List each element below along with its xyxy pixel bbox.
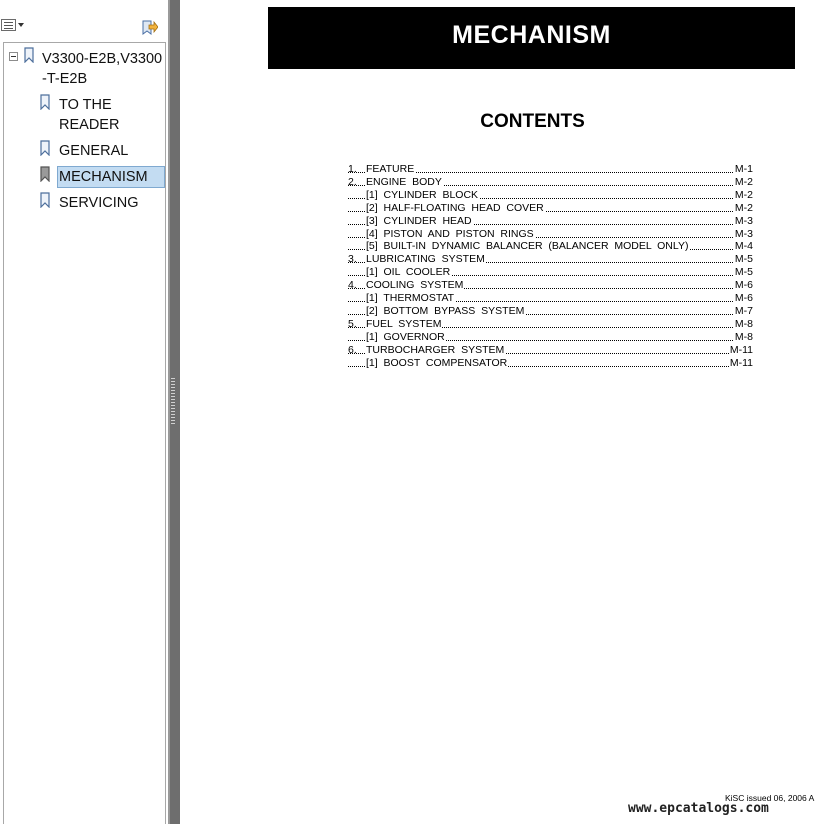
toc-entry[interactable]: [348, 331, 753, 344]
toc-entry-title: [1] OIL COOLER: [366, 266, 451, 279]
collapse-toggle[interactable]: [9, 52, 18, 61]
document-page: [180, 0, 839, 824]
toc-entry[interactable]: [348, 228, 753, 241]
toc-entry-page: M-6: [734, 292, 753, 304]
toc-entry[interactable]: [348, 253, 753, 266]
bookmark-root[interactable]: [42, 49, 162, 89]
toc-entry[interactable]: [348, 202, 753, 215]
bookmark-icon: [24, 47, 34, 63]
toc-entry-page: M-4: [734, 240, 753, 253]
expand-bookmark-button[interactable]: [140, 19, 158, 37]
toc-entry-title: [2] BOTTOM BYPASS SYSTEM: [366, 304, 525, 317]
toc-entry[interactable]: [348, 292, 753, 305]
bookmarks-toolbar: [0, 0, 168, 40]
toc-entry[interactable]: [348, 318, 753, 331]
bookmarks-pane: [0, 0, 168, 824]
toc-entry[interactable]: [348, 176, 753, 189]
bookmark-icon: [40, 192, 50, 208]
splitter-grip-icon[interactable]: [171, 378, 175, 426]
toc-entry-title: [1] CYLINDER BLOCK: [366, 188, 479, 201]
toc-entry[interactable]: [348, 266, 753, 279]
contents-heading: CONTENTS: [480, 111, 585, 132]
options-menu-button[interactable]: [1, 18, 25, 36]
toc-entry-number: 3.: [348, 253, 357, 266]
toc-entry-title: [1] GOVERNOR: [366, 330, 445, 343]
toc-entry-title: TURBOCHARGER SYSTEM: [366, 343, 505, 356]
toc-entry-page: M-11: [729, 356, 753, 369]
section-title: MECHANISM: [452, 21, 611, 49]
toc-entry-number: 2.: [348, 175, 357, 188]
toc-entry-page: M-11: [729, 343, 753, 356]
expand-bookmark-icon: [140, 19, 158, 37]
issue-note: KiSC issued 06, 2006 A: [725, 793, 815, 803]
toc-entry[interactable]: [348, 189, 753, 202]
toc-entry-page: M-1: [734, 163, 753, 175]
toc-entry[interactable]: [348, 279, 753, 292]
bookmark-root-line1: V3300-E2B,V3300: [42, 51, 163, 67]
toc-entry-page: M-2: [734, 188, 753, 201]
bookmark-icon: [40, 140, 50, 156]
toc-entry-page: M-5: [734, 253, 753, 266]
toc-entry-title: FUEL SYSTEM: [366, 317, 442, 330]
toc-entry-number: 4.: [348, 279, 357, 292]
bookmark-general[interactable]: GENERAL: [59, 143, 129, 159]
toc-entry-page: M-8: [734, 317, 753, 330]
toc-entry-page: M-7: [734, 304, 753, 317]
options-menu-icon: [1, 19, 16, 31]
toc-entry-title: [3] CYLINDER HEAD: [366, 214, 472, 227]
toc-entry-title: ENGINE BODY: [366, 175, 442, 188]
toc-entry[interactable]: [348, 357, 753, 370]
bookmark-root-line2: -T-E2B: [42, 71, 88, 87]
toc-entry-title: LUBRICATING SYSTEM: [366, 253, 485, 266]
bookmarks-tree: [3, 42, 166, 824]
toc-entry-title: [1] THERMOSTAT: [366, 292, 455, 304]
toc-entry[interactable]: [348, 215, 753, 228]
bookmark-label-line2: READER: [59, 117, 120, 133]
toc-entry-title: FEATURE: [366, 163, 415, 175]
splitter-edge: [168, 0, 170, 824]
toc-entry-number: 6.: [348, 343, 357, 356]
bookmark-label-line1: TO THE: [59, 97, 112, 113]
toc-entry-page: M-2: [734, 201, 753, 214]
toc-entry[interactable]: [348, 305, 753, 318]
toc-entry[interactable]: [348, 163, 753, 176]
toc-entry-page: M-5: [734, 266, 753, 279]
toc-entry-page: M-6: [734, 279, 753, 292]
toc-entry-title: [5] BUILT-IN DYNAMIC BALANCER (BALANCER MODEL ONLY): [366, 240, 689, 253]
toc-entry-title: [4] PISTON AND PISTON RINGS: [366, 227, 534, 240]
watermark-text: www.epcatalogs.com: [628, 801, 769, 816]
toc-entry-number: 1.: [348, 163, 357, 175]
toc-entry-page: M-8: [734, 330, 753, 343]
toc-entry-title: COOLING SYSTEM: [366, 279, 464, 292]
bookmark-to-the-reader[interactable]: [59, 95, 119, 135]
toc-entry-page: M-3: [734, 214, 753, 227]
toc-entry[interactable]: [348, 344, 753, 357]
toc-entry-title: [2] HALF-FLOATING HEAD COVER: [366, 201, 544, 214]
section-banner: [268, 7, 795, 69]
bookmark-mechanism[interactable]: MECHANISM: [57, 166, 165, 188]
toc-entry-title: [1] BOOST COMPENSATOR: [366, 356, 508, 369]
toc-entry-page: M-2: [734, 175, 753, 188]
toc-entry-page: M-3: [734, 227, 753, 240]
bookmark-servicing[interactable]: SERVICING: [59, 195, 139, 211]
pane-splitter[interactable]: [168, 0, 180, 824]
toc-entry[interactable]: [348, 240, 753, 253]
bookmark-icon: [40, 166, 50, 182]
chevron-down-icon: [18, 23, 24, 27]
toc-entry-number: 5.: [348, 317, 357, 330]
bookmark-icon: [40, 94, 50, 110]
